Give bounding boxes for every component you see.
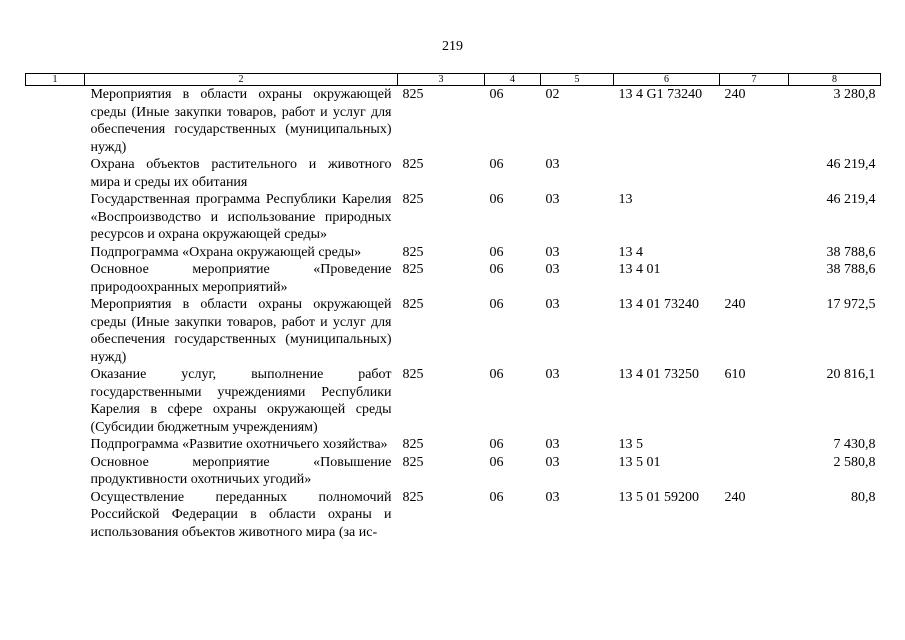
cell-section: 06 xyxy=(489,454,504,470)
table-row xyxy=(26,191,881,244)
cell-admin-code: 825 xyxy=(402,454,424,470)
cell-expense-type: 240 xyxy=(724,297,746,312)
header-col-1: 1 xyxy=(26,74,85,86)
cell-target-article: 13 5 xyxy=(618,437,643,452)
cell-subsection: 03 xyxy=(545,244,560,260)
cell-admin-code: 825 xyxy=(402,297,424,312)
cell-section: 06 xyxy=(489,244,504,260)
cell-target-article: 13 4 xyxy=(618,244,643,260)
cell-amount: 3 280,8 xyxy=(833,87,876,102)
table-row xyxy=(26,296,881,366)
cell-expense-type: 240 xyxy=(724,87,746,102)
cell-expense-type: 240 xyxy=(724,489,746,505)
cell-subsection: 03 xyxy=(545,437,560,452)
cell-col-1 xyxy=(26,296,85,366)
cell-subsection: 03 xyxy=(545,262,560,277)
cell-section: 06 xyxy=(489,367,504,382)
header-col-3: 3 xyxy=(398,74,485,86)
header-row xyxy=(26,74,881,86)
cell-admin-code: 825 xyxy=(402,192,424,207)
cell-admin-code: 825 xyxy=(402,262,424,277)
header-col-8: 8 xyxy=(789,74,881,86)
cell-amount: 38 788,6 xyxy=(826,244,876,260)
cell-item-name: Подпрограмма «Охрана окружающей среды» xyxy=(90,244,362,260)
page-number: 219 xyxy=(442,39,463,54)
cell-amount: 20 816,1 xyxy=(826,367,876,382)
cell-target-article: 13 5 01 xyxy=(618,454,661,470)
cell-target-article: 13 5 01 59200 xyxy=(618,489,699,505)
cell-col-1 xyxy=(26,244,85,262)
header-col-2: 2 xyxy=(85,74,398,86)
cell-amount: 46 219,4 xyxy=(826,192,876,207)
cell-admin-code: 825 xyxy=(402,437,424,452)
cell-item-name: Мероприятия в области охраны окружающей среды (Иные закупки товаров, работ и услуг для обеспечения государственных (муниципальных) нужд) xyxy=(90,297,392,365)
cell-target-article: 13 xyxy=(618,192,633,207)
cell-item-name: Оказание услуг, выполнение работ государственными учреждениями Республики Карелия в сфере охраны окружающей среды (Субсидии бюджетным учреждениям) xyxy=(90,367,392,435)
cell-admin-code: 825 xyxy=(402,87,424,102)
cell-amount: 2 580,8 xyxy=(833,454,876,470)
cell-expense-type xyxy=(720,244,789,262)
table-row xyxy=(26,244,881,262)
cell-subsection: 03 xyxy=(545,297,560,312)
cell-col-1 xyxy=(26,436,85,454)
cell-section: 06 xyxy=(489,262,504,277)
table-header xyxy=(26,74,881,86)
cell-subsection: 02 xyxy=(545,87,560,102)
cell-item-name: Государственная программа Республики Карелия «Воспроизводство и использование природных ресурсов и охрана окружающей среды» xyxy=(90,192,392,242)
table-row xyxy=(26,261,881,296)
cell-expense-type xyxy=(720,156,789,191)
table-row xyxy=(26,436,881,454)
cell-item-name: Основное мероприятие «Проведение природоохранных мероприятий» xyxy=(90,262,392,295)
cell-subsection: 03 xyxy=(545,454,560,470)
cell-item-name: Мероприятия в области охраны окружающей среды (Иные закупки товаров, работ и услуг для обеспечения государственных (муниципальных) нужд) xyxy=(90,87,392,155)
cell-col-1 xyxy=(26,489,85,542)
header-col-4: 4 xyxy=(485,74,541,86)
table-body xyxy=(26,86,881,542)
cell-col-1 xyxy=(26,191,85,244)
cell-item-name: Осуществление переданных полномочий Российской Федерации в области охраны и использования объектов животного мира (за ис- xyxy=(90,489,392,540)
cell-admin-code: 825 xyxy=(402,489,424,505)
budget-table xyxy=(25,73,881,541)
cell-item-name: Подпрограмма «Развитие охотничьего хозяйства» xyxy=(90,437,388,452)
cell-expense-type xyxy=(720,261,789,296)
cell-subsection: 03 xyxy=(545,192,560,207)
cell-subsection: 03 xyxy=(545,489,560,505)
header-col-6: 6 xyxy=(614,74,720,86)
cell-section: 06 xyxy=(489,297,504,312)
cell-item-name: Основное мероприятие «Повышение продуктивности охотничьих угодий» xyxy=(90,454,392,487)
cell-col-1 xyxy=(26,454,85,489)
cell-target-article: 13 4 01 73240 xyxy=(618,297,699,312)
cell-amount: 7 430,8 xyxy=(833,437,876,452)
table-row xyxy=(26,366,881,436)
cell-admin-code: 825 xyxy=(402,367,424,382)
cell-section: 06 xyxy=(489,157,504,172)
cell-expense-type xyxy=(720,436,789,454)
header-col-5: 5 xyxy=(541,74,614,86)
cell-amount: 17 972,5 xyxy=(826,297,876,312)
cell-amount: 80,8 xyxy=(851,489,876,505)
table-row xyxy=(26,489,881,542)
table-row xyxy=(26,86,881,157)
cell-expense-type: 610 xyxy=(724,367,746,382)
cell-col-1 xyxy=(26,261,85,296)
cell-amount: 46 219,4 xyxy=(826,157,876,172)
cell-subsection: 03 xyxy=(545,367,560,382)
cell-subsection: 03 xyxy=(545,157,560,172)
cell-section: 06 xyxy=(489,489,504,505)
cell-expense-type xyxy=(720,191,789,244)
header-col-7: 7 xyxy=(720,74,789,86)
cell-section: 06 xyxy=(489,192,504,207)
cell-target-article xyxy=(614,156,720,191)
cell-expense-type xyxy=(720,454,789,489)
table-row xyxy=(26,156,881,191)
cell-col-1 xyxy=(26,156,85,191)
cell-section: 06 xyxy=(489,437,504,452)
cell-section: 06 xyxy=(489,87,504,102)
cell-col-1 xyxy=(26,86,85,157)
table-row xyxy=(26,454,881,489)
cell-amount: 38 788,6 xyxy=(826,262,876,277)
cell-admin-code: 825 xyxy=(402,157,424,172)
cell-target-article: 13 4 G1 73240 xyxy=(618,87,703,102)
cell-admin-code: 825 xyxy=(402,244,424,260)
cell-target-article: 13 4 01 xyxy=(618,262,661,277)
cell-item-name: Охрана объектов растительного и животного мира и среды их обитания xyxy=(90,157,392,190)
cell-target-article: 13 4 01 73250 xyxy=(618,367,699,382)
cell-col-1 xyxy=(26,366,85,436)
